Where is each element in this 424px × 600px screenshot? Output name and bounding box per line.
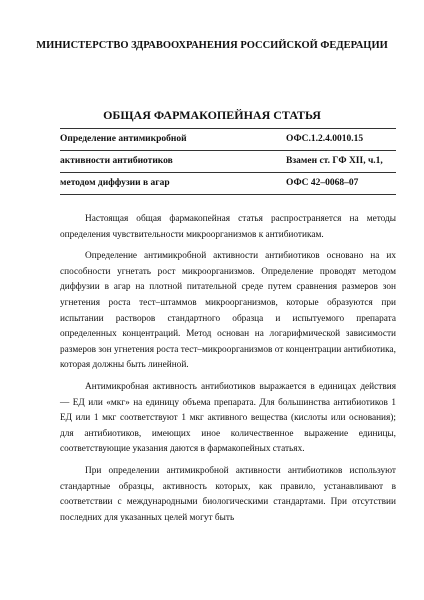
header-row xyxy=(60,150,396,172)
article-name-line: Определение антимикробной xyxy=(60,134,187,144)
body-paragraph: Антимикробная активность антибиотиков выражается в единицах действия — ЕД или «мкг» на единицу объема препарата. Для большинства антибиотиков 1 ЕД или 1 мкг соответствуют 1 мкг активного вещества (кислоты или основания); для антибиотиков, имеющих иное количественное выражение единицы, соответствующие указания даются в фармакопейных статьях. xyxy=(60,381,396,455)
body-paragraph: Определение антимикробной активности антибиотиков основано на их способности угнетать рост микроорганизмов. Определение проводят методом диффузии в агар на плотной питательной среде путем сравнения размеров зон угнетения роста тест–штаммов микроорганизмов, которые образуются при испытании растворов стандартного образца и испытуемого препарата определенных концентраций. Метод основан на логарифмической зависимости размеров зон угнетения роста тест–микроорганизмов от концентрации антибиотика, которая должны быть линейной. xyxy=(60,251,396,371)
article-code: ОФС.1.2.4.0010.15 xyxy=(286,134,364,144)
article-name-line: активности антибиотиков xyxy=(60,156,173,166)
replaces-note: Взамен ст. ГФ XII, ч.1, xyxy=(286,156,383,166)
replaced-code: ОФС 42–0068–07 xyxy=(286,178,359,188)
article-body xyxy=(60,212,396,526)
body-paragraph: При определении антимикробной активности антибиотиков используют стандартные образцы, активность которых, как правило, устанавливают в соответствии с международными биологическими стандартами. При отсутствии последних для указанных целей могут быть xyxy=(60,465,396,523)
article-type-title: ОБЩАЯ ФАРМАКОПЕЙНАЯ СТАТЬЯ xyxy=(103,108,321,122)
ministry-heading: МИНИСТЕРСТВО ЗДРАВООХРАНЕНИЯ РОССИЙСКОЙ ФЕДЕРАЦИИ xyxy=(36,40,388,51)
header-row xyxy=(60,172,396,195)
header-row xyxy=(60,128,396,150)
article-name-line: методом диффузии в агар xyxy=(60,178,170,188)
article-header-table xyxy=(60,128,396,195)
body-paragraph: Настоящая общая фармакопейная статья распространяется на методы определения чувствительности микроорганизмов к антибиотикам. xyxy=(60,214,396,240)
